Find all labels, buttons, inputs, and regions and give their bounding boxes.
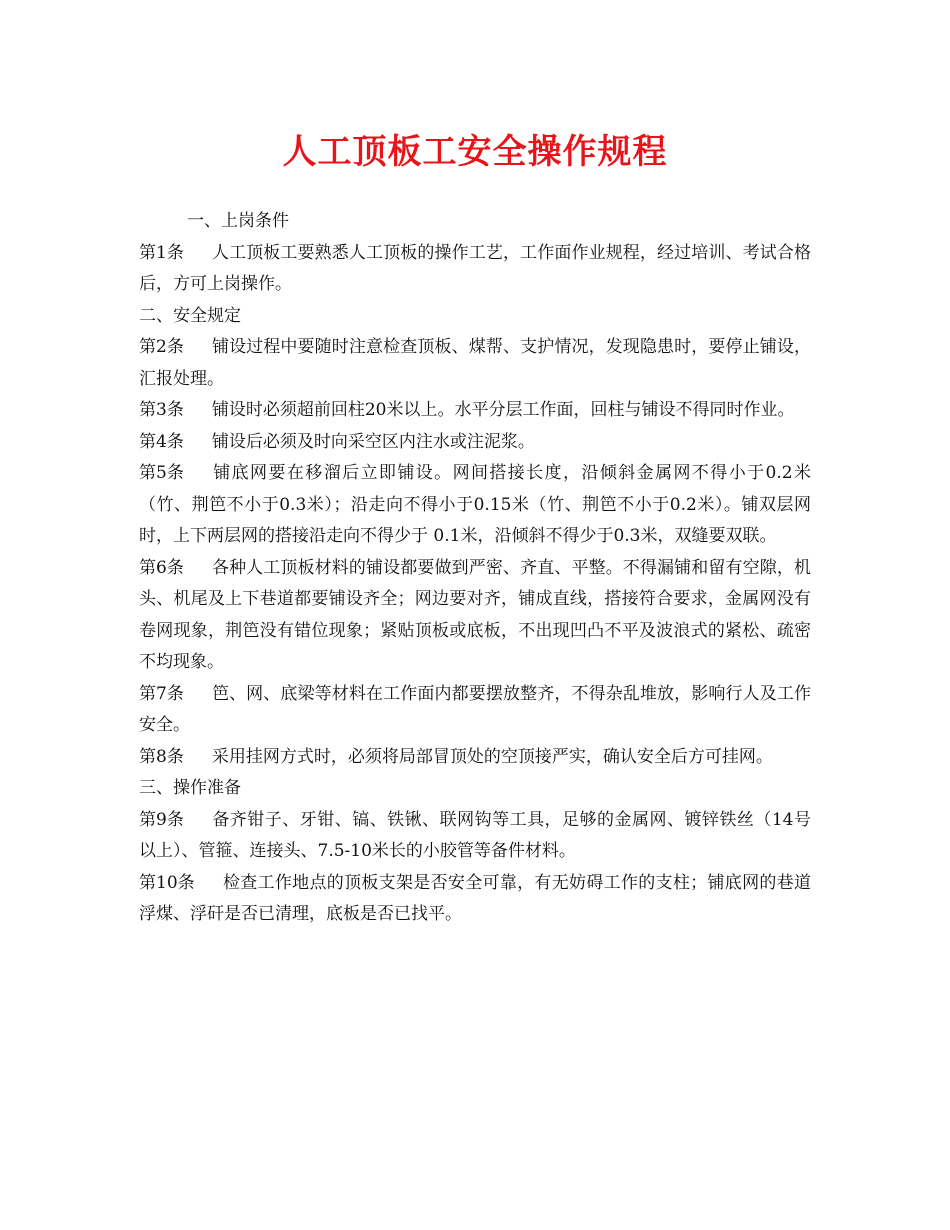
article-text: 采用挂网方式时，必须将局部冒顶处的空顶接严实，确认安全后方可挂网。 bbox=[211, 746, 773, 767]
article-5 bbox=[139, 458, 811, 553]
article-number: 第2条 bbox=[139, 337, 184, 357]
article-text: 各种人工顶板材料的铺设都要做到严密、齐直、平整。不得漏铺和留有空隙，机头、机尾及上下巷道都要铺设齐全；网边要对齐，铺成直线，搭接符合要求，金属网没有卷网现象，荆笆没有错位现象；紧贴顶板或底板，不出现凹凸不平及波浪式的紧松、疏密不均现象。 bbox=[139, 557, 811, 672]
article-text: 铺底网要在移溜后立即铺设。网间搭接长度，沿倾斜金属网不得小于0.2米（竹、荆笆不小于0.3米）；沿走向不得小于0.15米（竹、荆笆不小于0.2米）。铺双层网时，上下两层网的搭接沿走向不得少于 0.1米，沿倾斜不得少于0.3米，双缝要双联。 bbox=[139, 463, 811, 546]
article-number: 第5条 bbox=[139, 463, 184, 483]
article-3 bbox=[139, 395, 811, 427]
article-6 bbox=[139, 553, 811, 679]
section-heading-3: 三、操作准备 bbox=[139, 778, 241, 798]
article-text: 铺设后必须及时向采空区内注水或注泥浆。 bbox=[211, 431, 535, 452]
article-4 bbox=[139, 427, 811, 459]
article-text: 检查工作地点的顶板支架是否安全可靠，有无妨碍工作的支柱；铺底网的巷道浮煤、浮矸是否已清理，底板是否已找平。 bbox=[139, 872, 811, 924]
article-2 bbox=[139, 332, 811, 395]
article-number: 第8条 bbox=[139, 746, 184, 767]
article-text: 铺设时必须超前回柱20米以上。水平分层工作面，回柱与铺设不得同时作业。 bbox=[211, 400, 795, 420]
article-number: 第3条 bbox=[139, 400, 184, 420]
section-heading-2: 二、安全规定 bbox=[139, 305, 241, 326]
article-8 bbox=[139, 742, 811, 774]
article-number: 第6条 bbox=[139, 557, 184, 578]
article-9 bbox=[139, 805, 811, 868]
article-number: 第10条 bbox=[139, 872, 195, 893]
article-10 bbox=[139, 868, 811, 931]
article-7 bbox=[139, 679, 811, 742]
article-text: 备齐钳子、牙钳、镐、铁锹、联网钩等工具，足够的金属网、镀锌铁丝（14号以上）、管箍、连接头、7.5-10米长的小胶管等备件材料。 bbox=[139, 809, 811, 861]
article-text: 人工顶板工要熟悉人工顶板的操作工艺，工作面作业规程，经过培训、考试合格后，方可上岗操作。 bbox=[139, 242, 811, 294]
page-title: 人工顶板工安全操作规程 bbox=[282, 132, 668, 172]
article-number: 第4条 bbox=[139, 431, 184, 452]
article-text: 笆、网、底梁等材料在工作面内都要摆放整齐，不得杂乱堆放，影响行人及工作安全。 bbox=[139, 683, 811, 735]
document-body bbox=[139, 206, 811, 931]
article-text: 铺设过程中要随时注意检查顶板、煤帮、支护情况，发现隐患时，要停止铺设，汇报处理。 bbox=[139, 337, 811, 389]
article-number: 第1条 bbox=[139, 242, 184, 263]
article-number: 第9条 bbox=[139, 809, 184, 830]
section-heading-1: 一、上岗条件 bbox=[187, 211, 289, 231]
article-number: 第7条 bbox=[139, 683, 184, 704]
article-1 bbox=[139, 238, 811, 301]
